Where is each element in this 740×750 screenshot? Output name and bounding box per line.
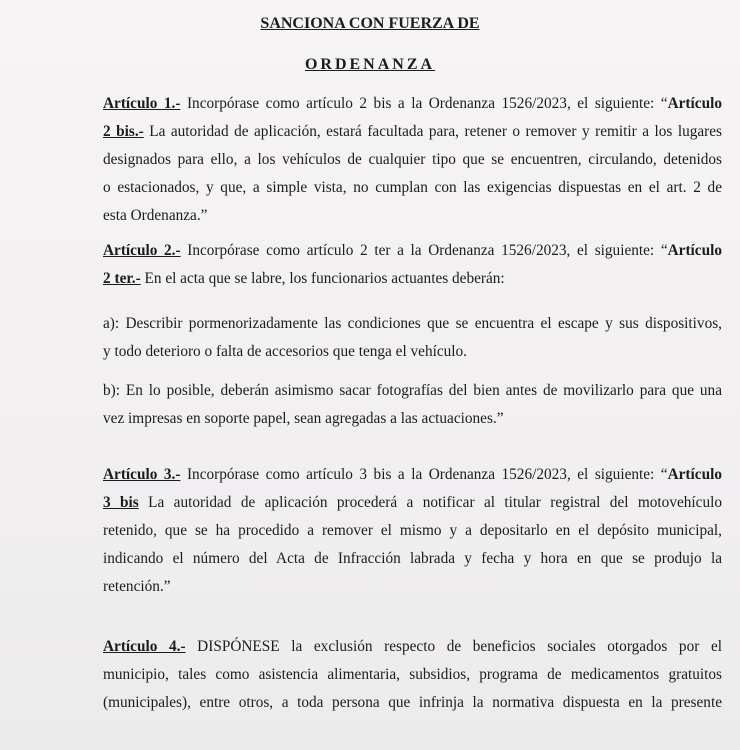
item-b: b): En lo posible, deberán asimismo sacar fotografías del bien antes de movilizarlo para que una vez impresas en soporte papel, sean agregadas a las actuaciones.” — [103, 382, 722, 427]
article-1-label: Artículo 1.- — [103, 95, 181, 112]
article-2-label: Artículo 2.- — [103, 242, 181, 259]
article-1: Artículo 1.- Incorpórase como artículo 2 bis a la Ordenanza 1526/2023, el siguiente: “Artículo 2 bis.- La autoridad de aplicación, estará facultada para, retener o remover y remitir a los lugares designados para ello, a los vehículos de cualquier tipo que se encuentren, circulando, detenidos o estacionados, y que, a simple vista, no cumplan con las exigencias dispuestas en el art. 2 de esta Ordenanza.” — [103, 95, 722, 224]
article-2: Artículo 2.- Incorpórase como artículo 2 ter a la Ordenanza 1526/2023, el siguiente: “Artículo 2 ter.- En el acta que se labre, los funcionarios actuantes deberán: — [103, 242, 722, 287]
article-4: Artículo 4.- DISPÓNESE la exclusión respecto de beneficios sociales otorgados por el municipio, tales como asistencia alimentaria, subsidios, programa de medicamentos gratuitos (municipales), entre otros, a toda persona que infrinja la normativa dispuesta en la presente — [103, 638, 722, 711]
article-4-label: Artículo 4.- — [103, 638, 186, 655]
item-a: a): Describir pormenorizadamente las condiciones que se encuentra el escape y sus dispositivos, y todo deterioro o falta de accesorios que tenga el vehículo. — [103, 315, 722, 360]
heading-sanciona: SANCIONA CON FUERZA DE — [260, 15, 480, 32]
article-3: Artículo 3.- Incorpórase como artículo 3 bis a la Ordenanza 1526/2023, el siguiente: “Artículo 3 bis La autoridad de aplicación procederá a notificar al titular registral del motovehículo retenido, que se ha procedido a remover el mismo y a depositarlo en el depósito municipal, indicando el número del Acta de Infracción labrada y fecha y hora en que se produjo la retención.” — [103, 466, 722, 595]
article-3-label: Artículo 3.- — [103, 466, 181, 483]
heading-ordenanza: ORDENANZA — [304, 56, 436, 73]
